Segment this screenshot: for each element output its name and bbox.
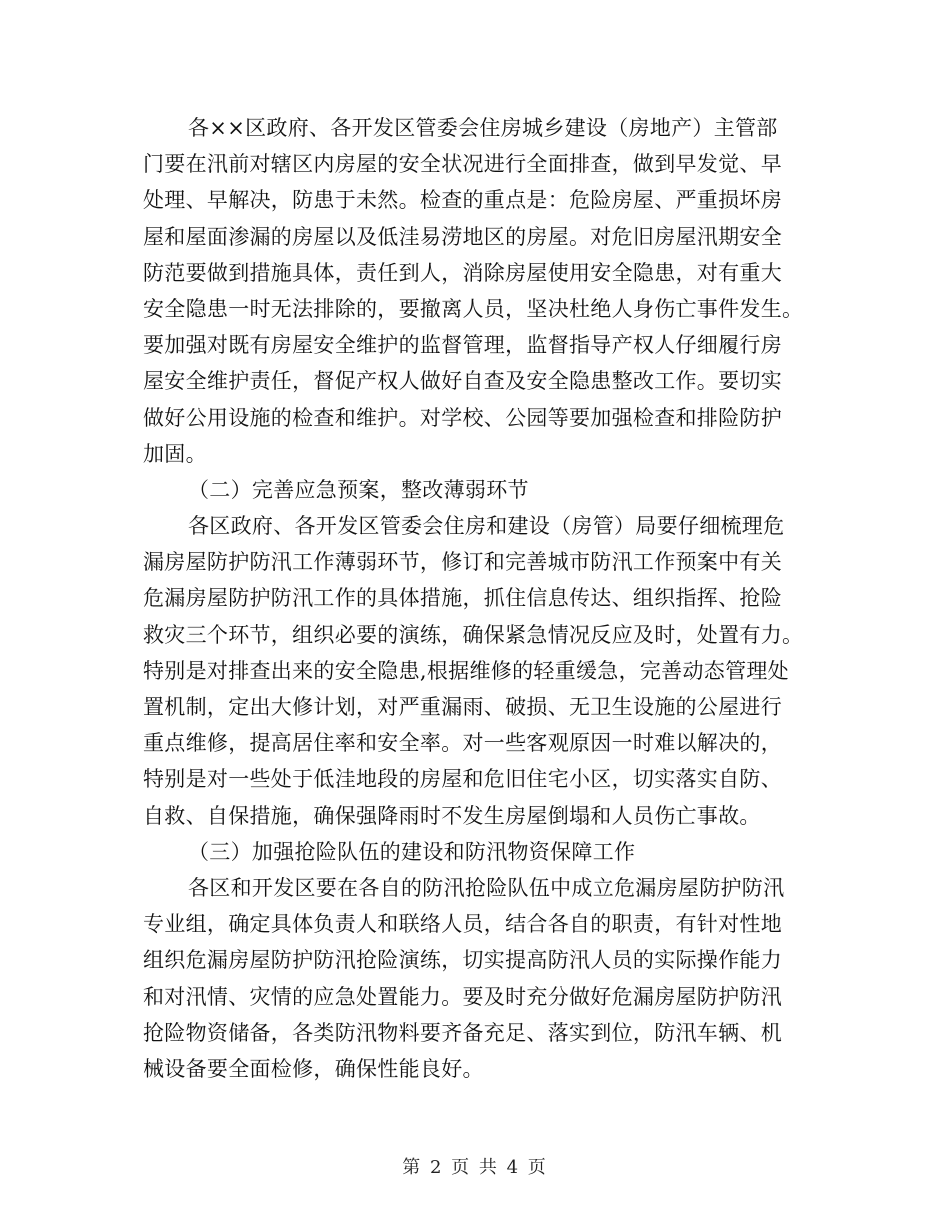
text-line: 屋和屋面渗漏的房屋以及低洼易涝地区的房屋。对危旧房屋汛期安全 [143,224,782,249]
text-line: 特别是对排查出来的安全隐患,根据维修的轻重缓急，完善动态管理处 [143,658,789,683]
section-heading: （三）加强抢险队伍的建设和防汛物资保障工作 [188,839,636,864]
text-line: 漏房屋防护防汛工作薄弱环节，修订和完善城市防汛工作预案中有关 [143,550,782,575]
document-body [143,110,823,1087]
page-footer: 第 2 页 共 4 页 [402,1157,548,1178]
text-line: 做好公用设施的检查和维护。对学校、公园等要加强检查和排险防护 [143,405,782,430]
text-line: 各区政府、各开发区管委会住房和建设（房管）局要仔细梳理危 [188,514,785,539]
text-line: 特别是对一些处于低洼地段的房屋和危旧住宅小区，切实落实自防、 [143,767,782,792]
text-line: 要加强对既有房屋安全维护的监督管理，监督指导产权人仔细履行房 [143,333,782,358]
text-line: 门要在汛前对辖区内房屋的安全状况进行全面排查，做到早发觉、早 [143,152,782,177]
text-line: 置机制，定出大修计划，对严重漏雨、破损、无卫生设施的公屋进行 [143,695,782,719]
text-line: 安全隐患一时无法排除的，要撤离人员，坚决杜绝人身伤亡事件发生。 [143,296,804,321]
section-heading: （二）完善应急预案，整改薄弱环节 [188,477,529,502]
text-line: 重点维修，提高居住率和安全率。对一些客观原因一时难以解决的， [143,731,782,756]
text-line: 各区和开发区要在各自的防汛抢险队伍中成立危漏房屋防护防汛 [188,875,785,900]
text-line: 处理、早解决，防患于未然。检查的重点是：危险房屋、严重损坏房 [143,188,782,213]
text-line: 各××区政府、各开发区管委会住房城乡建设（房地产）主管部 [188,116,778,140]
text-line: 防范要做到措施具体，责任到人，消除房屋使用安全隐患，对有重大 [143,260,782,285]
text-line: 危漏房屋防护防汛工作的具体措施，抓住信息传达、组织指挥、抢险 [143,586,782,611]
text-line: 救灾三个环节，组织必要的演练，确保紧急情况反应及时，处置有力。 [143,622,804,647]
text-line: 抢险物资储备，各类防汛物料要齐备充足、落实到位，防汛车辆、机 [143,1020,782,1045]
text-line: 专业组，确定具体负责人和联络人员，结合各自的职责，有针对性地 [143,912,782,937]
text-line: 加固。 [143,441,207,466]
text-line: 组织危漏房屋防护防汛抢险演练，切实提高防汛人员的实际操作能力 [143,948,782,973]
text-line: 和对汛情、灾情的应急处置能力。要及时充分做好危漏房屋防护防汛 [143,984,782,1009]
text-line: 自救、自保措施，确保强降雨时不发生房屋倒塌和人员伤亡事故。 [143,803,761,828]
text-line: 械设备要全面检修，确保性能良好。 [143,1056,484,1081]
text-line: 屋安全维护责任，督促产权人做好自查及安全隐患整改工作。要切实 [143,369,782,394]
